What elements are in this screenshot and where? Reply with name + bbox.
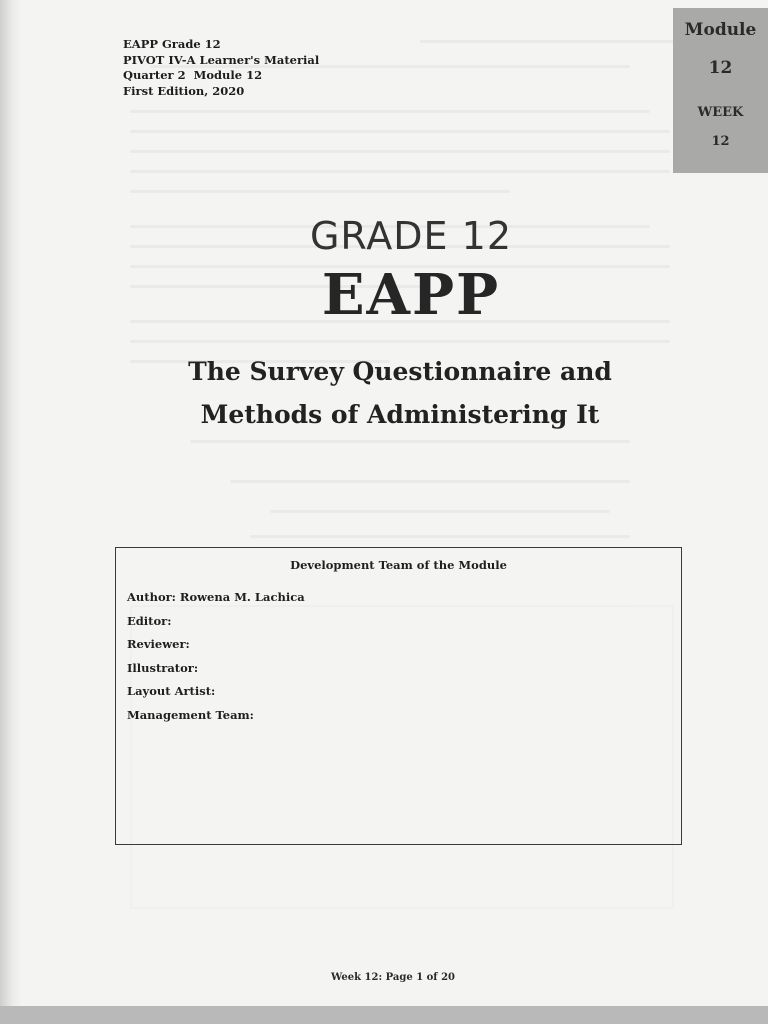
module-week-tab — [673, 8, 768, 173]
week-number: 12 — [711, 134, 730, 149]
week-label: WEEK — [697, 105, 744, 120]
module-title-line-1: The Survey Questionnaire and — [188, 357, 612, 386]
editor-line: Editor: — [127, 613, 172, 628]
layout-artist-line: Layout Artist: — [127, 684, 216, 698]
author-line: Author: Rowena M. Lachica — [127, 590, 305, 604]
header-line-grade: EAPP Grade 12 — [123, 37, 221, 51]
reviewer-line: Reviewer: — [127, 637, 190, 651]
module-title-line-2: Methods of Administering It — [200, 400, 600, 429]
header-line-edition: First Edition, 2020 — [123, 83, 245, 98]
development-team-heading: Development Team of the Module — [290, 558, 507, 572]
header-line-quarter: Quarter 2 Module 12 — [123, 68, 263, 82]
grade-title: GRADE 12 — [309, 214, 512, 258]
module-number: 12 — [708, 58, 733, 78]
subject-title: EAPP — [321, 262, 501, 328]
page-edge-shadow — [0, 0, 22, 1010]
document-header-info — [123, 37, 319, 99]
illustrator-line: Illustrator: — [127, 660, 199, 675]
management-team-line: Management Team: — [127, 707, 254, 722]
development-team-box — [115, 547, 682, 845]
scan-bottom-edge — [0, 1006, 768, 1024]
page-footer: Week 12: Page 1 of 20 — [330, 972, 455, 983]
module-label: Module — [684, 20, 757, 40]
development-team-list — [127, 586, 305, 727]
module-title — [140, 350, 660, 436]
header-line-material: PIVOT IV-A Learner's Material — [123, 52, 320, 67]
